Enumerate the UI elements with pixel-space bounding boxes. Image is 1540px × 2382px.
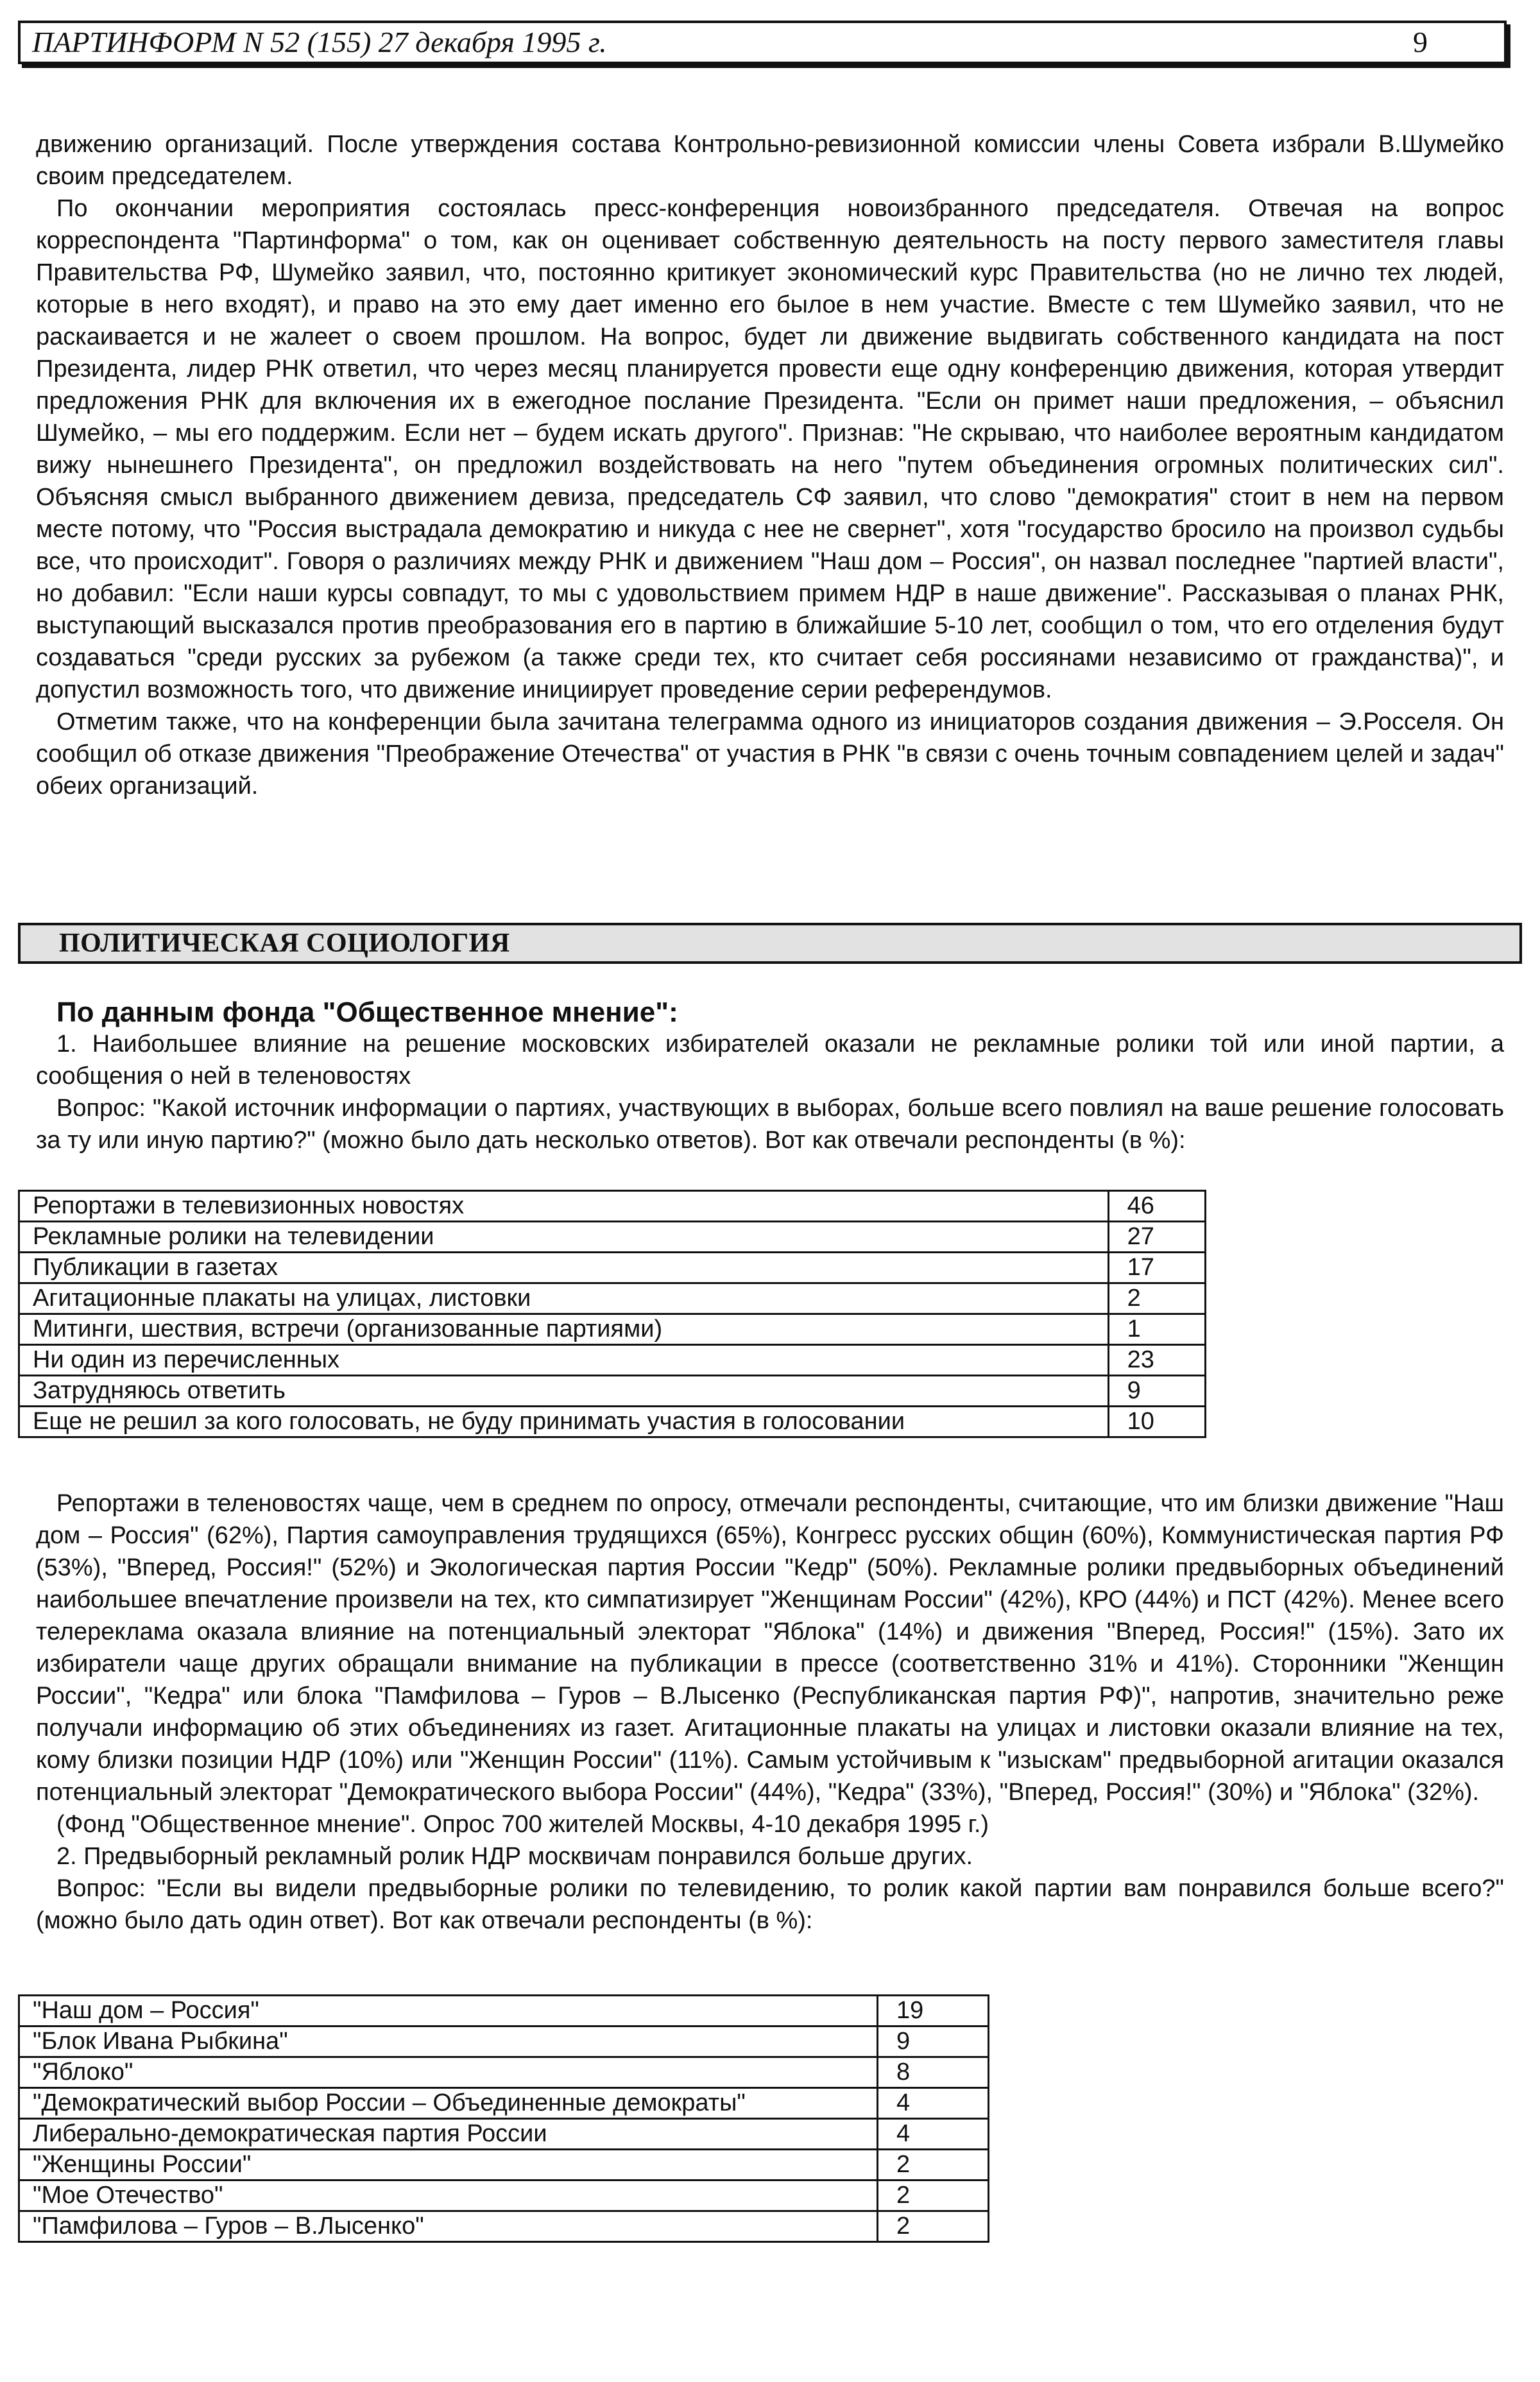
intro-paragraph: По окончании мероприятия состоялась пресс-конференция новоизбранного председателя. Отвечая на вопрос корреспондента "Партинформа" о том, как он оценивает собственную деятельность на посту первого заместителя главы Правительства РФ, Шумейко заявил, что, постоянно критикует экономический курс Правительства (но не лично тех людей, которые в него входят), и право на это ему дает именно его былое в нем участие. Вместе с тем Шумейко заявил, что не раскаивается и не жалеет о своем прошлом. На вопрос, будет ли движение выдвигать собственного кандидата на пост Президента, лидер РНК ответил, что через месяц планируется провести еще одну конференцию движения, которая утвердит предложения РНК для включения их в ежегодное послание Президента. "Если он примет наши предложения, – объяснил Шумейко, – мы его поддержим. Если нет – будем искать другого". Признав: "Не скрываю, что наиболее вероятным кандидатом вижу нынешнего Президента", он предложил воздействовать на него "путем объединения огромных политических сил". Объясняя смысл выбранного движением девиза, председатель СФ заявил, что слово "демократия" стоит в нем на первом месте потому, что "Россия выстрадала демократию и никуда с нее не свернет", хотя "государство бросило на произвол судьбы все, что происходит". Говоря о различиях между РНК и движением "Наш дом – Россия", он назвал последнее "партией власти", но добавил: "Если наши курсы совпадут, то мы с удовольствием примем НДР в наше движение". Рассказывая о планах РНК, выступающий высказался против преобразования его в партию в ближайшие 5-10 лет, сообщил о том, что его отделения будут создаваться "среди русских за рубежом (а также среди тех, кто считает себя россиянами независимо от гражданства)", и допустил возможность того, что движение инициирует проведение серии референдумов.	[36, 195, 1504, 703]
table-row	[19, 2119, 989, 2150]
table-row	[19, 1191, 1206, 1222]
row-value: 2	[877, 2150, 988, 2181]
row-value: 4	[877, 2088, 988, 2119]
row-value: 46	[1108, 1191, 1205, 1222]
table-row	[19, 2026, 989, 2057]
analysis-paragraph: (Фонд "Общественное мнение". Опрос 700 жителей Москвы, 4-10 декабря 1995 г.)	[56, 1811, 989, 1838]
table-row	[19, 2181, 989, 2211]
row-label: Публикации в газетах	[19, 1253, 1109, 1283]
row-label: Ни один из перечисленных	[19, 1345, 1109, 1376]
intro-paragraph: Отметим также, что на конференции была зачитана телеграмма одного из инициаторов создания движения – Э.Росселя. Он сообщил об отказе движения "Преображение Отечества" от участия в РНК "в связи с очень точным совпадением целей и задач" обеих организаций.	[36, 708, 1504, 800]
row-value: 27	[1108, 1222, 1205, 1253]
row-label: "Блок Ивана Рыбкина"	[19, 2026, 878, 2057]
row-label: Еще не решил за кого голосовать, не буду принимать участия в голосовании	[19, 1407, 1109, 1437]
row-value: 9	[1108, 1376, 1205, 1407]
row-label: "Мое Отечество"	[19, 2181, 878, 2211]
survey1-paragraph: Вопрос: "Какой источник информации о партиях, участвующих в выборах, больше всего повлиял на ваше решение голосовать за ту или иную партию?" (можно было дать несколько ответов). Вот как отвечали респонденты (в %):	[36, 1095, 1504, 1154]
analysis-text	[36, 1487, 1504, 1937]
publication-title: ПАРТИНФОРМ N 52 (155) 27 декабря 1995 г.	[32, 26, 607, 58]
row-label: Либерально-демократическая партия России	[19, 2119, 878, 2150]
intro-text	[36, 128, 1504, 802]
survey1-table	[18, 1190, 1206, 1438]
row-label: Агитационные плакаты на улицах, листовки	[19, 1283, 1109, 1314]
section-title: ПОЛИТИЧЕСКАЯ СОЦИОЛОГИЯ	[59, 929, 510, 958]
analysis-paragraph: 2. Предвыборный рекламный ролик НДР москвичам понравился больше других.	[56, 1843, 973, 1870]
table-row	[19, 1283, 1206, 1314]
row-value: 17	[1108, 1253, 1205, 1283]
row-label: Рекламные ролики на телевидении	[19, 1222, 1109, 1253]
row-label: "Яблоко"	[19, 2057, 878, 2088]
page-header	[18, 21, 1507, 64]
row-value: 9	[877, 2026, 988, 2057]
section-subtitle: По данным фонда "Общественное мнение":	[56, 997, 678, 1028]
row-value: 1	[1108, 1314, 1205, 1345]
row-value: 8	[877, 2057, 988, 2088]
analysis-paragraph: Репортажи в теленовостях чаще, чем в среднем по опросу, отмечали респонденты, считающие, что им близки движение "Наш дом – Россия" (62%), Партия самоуправления трудящихся (65%), Конгресс русских общин (60%), Коммунистическая партия РФ (53%), "Вперед, Россия!" (52%) и Экологическая партия России "Кедр" (50%). Рекламные ролики предвыборных объединений наибольшее впечатление произвели на тех, кто симпатизирует "Женщинам России" (42%), КРО (44%) и ПСТ (42%). Менее всего телереклама оказала влияние на потенциальный электорат "Яблока" (14%) и движения "Вперед, Россия!" (15%). Зато их избиратели чаще других обращали внимание на публикации в прессе (соответственно 31% и 41%). Сторонники "Женщин России", "Кедра" или блока "Памфилова – Гуров – В.Лысенко (Республиканская партия РФ)", напротив, значительно реже получали информацию об этих объединениях из газет. Агитационные плакаты на улицах и листовки оказали влияние на тех, кому близки позиции НДР (10%) или "Женщин России" (11%). Самым устойчивым к "изыскам" предвыборной агитации оказался потенциальный электорат "Демократического выбора России" (44%), "Кедра" (33%), "Вперед, Россия!" (30%) и "Яблока" (32%).	[36, 1490, 1504, 1806]
row-label: Затрудняюсь ответить	[19, 1376, 1109, 1407]
row-label: "Демократический выбор России – Объединенные демократы"	[19, 2088, 878, 2119]
table-row	[19, 1407, 1206, 1437]
analysis-paragraph: Вопрос: "Если вы видели предвыборные ролики по телевидению, то ролик какой партии вам понравился больше всего?" (можно было дать один ответ). Вот как отвечали респонденты (в %):	[36, 1875, 1504, 1934]
table-row	[19, 2150, 989, 2181]
table-row	[19, 1376, 1206, 1407]
row-value: 23	[1108, 1345, 1205, 1376]
table-row	[19, 1996, 989, 2026]
row-label: "Памфилова – Гуров – В.Лысенко"	[19, 2211, 878, 2242]
row-value: 2	[1108, 1283, 1205, 1314]
row-label: "Женщины России"	[19, 2150, 878, 2181]
row-value: 19	[877, 1996, 988, 2026]
page-number: 9	[1413, 26, 1428, 58]
table-row	[19, 1253, 1206, 1283]
table-row	[19, 2088, 989, 2119]
intro-paragraph: движению организаций. После утверждения состава Контрольно-ревизионной комиссии члены Совета избрали В.Шумейко своим председателем.	[36, 131, 1504, 190]
survey2-table	[18, 1994, 989, 2243]
row-value: 2	[877, 2211, 988, 2242]
table-row	[19, 1314, 1206, 1345]
row-value: 2	[877, 2181, 988, 2211]
section-banner	[18, 923, 1522, 964]
survey1-text	[36, 1028, 1504, 1156]
row-value: 10	[1108, 1407, 1205, 1437]
survey1-paragraph: 1. Наибольшее влияние на решение московских избирателей оказали не рекламные ролики той или иной партии, а сообщения о ней в теленовостях	[36, 1031, 1504, 1090]
row-label: Репортажи в телевизионных новостях	[19, 1191, 1109, 1222]
row-value: 4	[877, 2119, 988, 2150]
table-row	[19, 1345, 1206, 1376]
row-label: Митинги, шествия, встречи (организованные партиями)	[19, 1314, 1109, 1345]
table-row	[19, 2211, 989, 2242]
table-row	[19, 2057, 989, 2088]
table-row	[19, 1222, 1206, 1253]
row-label: "Наш дом – Россия"	[19, 1996, 878, 2026]
